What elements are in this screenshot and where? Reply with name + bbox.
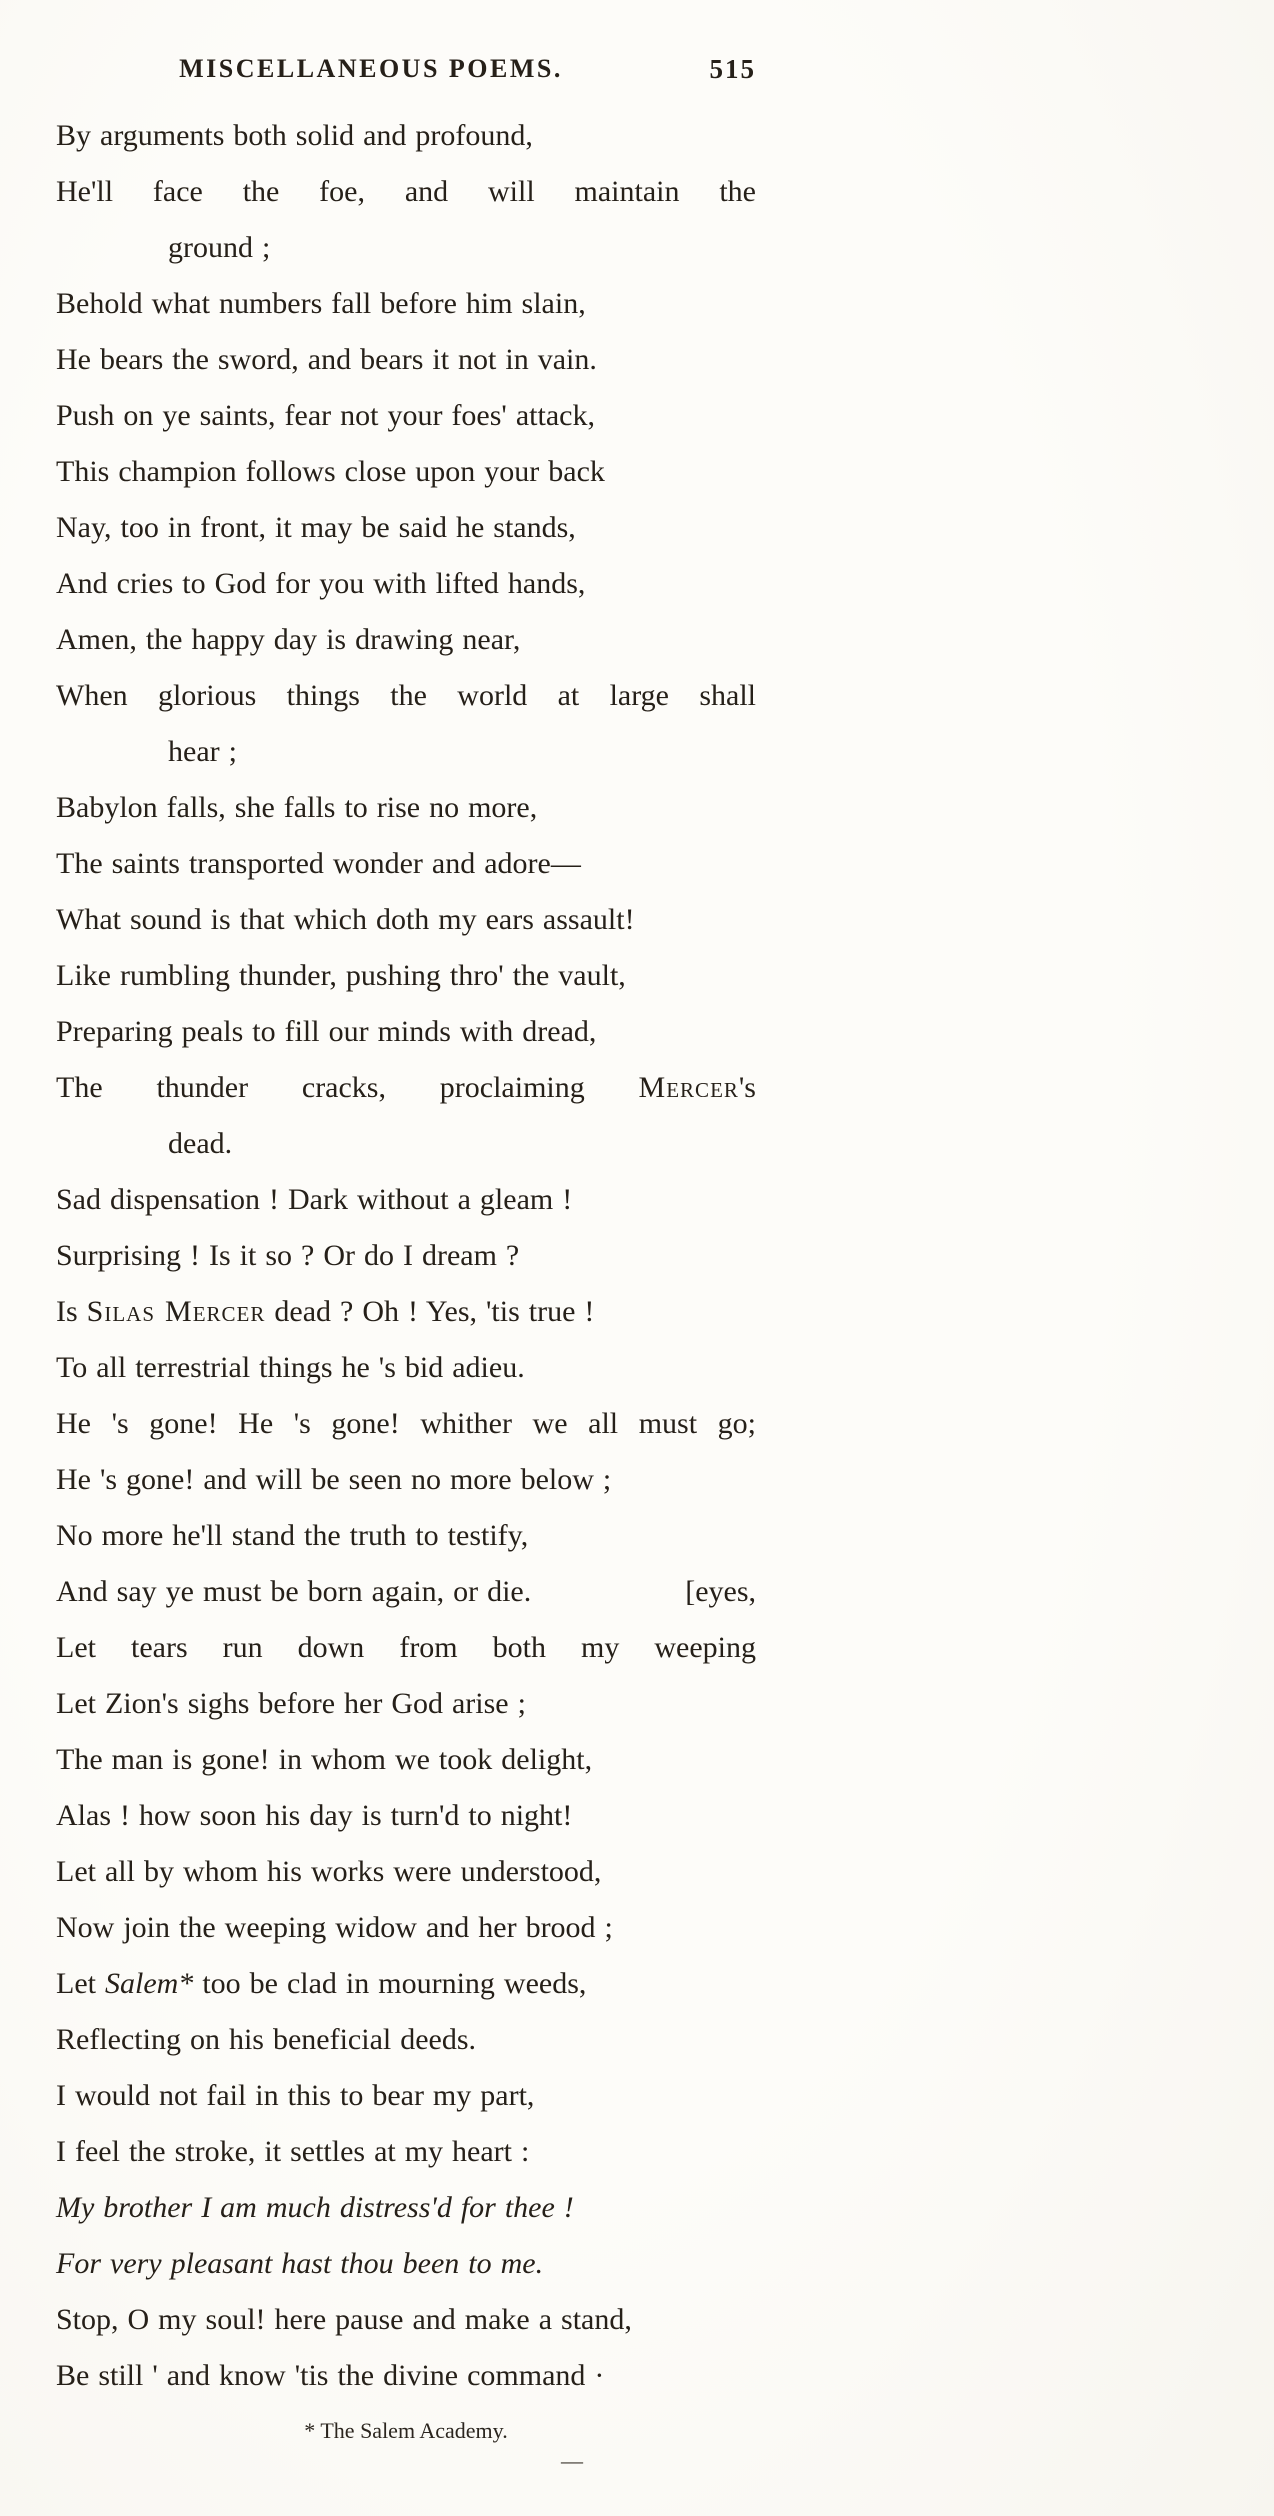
page-number: 515 (709, 54, 756, 84)
poem-line (56, 2068, 756, 2124)
poem-line (56, 164, 756, 220)
poem-line (56, 1564, 756, 1620)
poem-line-text: The man is gone! in whom we took delight, (56, 1743, 593, 1776)
poem-line (56, 1340, 756, 1396)
poem-line-text: Nay, too in front, it may be said he stands, (56, 511, 576, 544)
poem-line-text: When glorious things the world at large shall (56, 679, 756, 712)
poem-line-text: The saints transported wonder and adore— (56, 847, 581, 880)
poem-line-text: Let all by whom his works were understood, (56, 1855, 602, 1888)
page-content (56, 44, 756, 2474)
poem-line-text: Let Zion's sighs before her God arise ; (56, 1687, 526, 1720)
poem-line (56, 2180, 756, 2236)
poem-line-text: My brother I am much distress'd for thee ! (56, 2191, 574, 2224)
poem-line (56, 556, 756, 612)
page-header (56, 44, 756, 102)
poem-line-text: By arguments both solid and profound, (56, 119, 533, 152)
poem-line-text: And cries to God for you with lifted hands, (56, 567, 586, 600)
poem-line (56, 2012, 756, 2068)
poem-line (56, 780, 756, 836)
poem-line-text: This champion follows close upon your back (56, 455, 605, 488)
poem-line (56, 724, 756, 780)
poem-line-text: What sound is that which doth my ears assault! (56, 903, 635, 936)
poem-line-text: Like rumbling thunder, pushing thro' the vault, (56, 959, 626, 992)
poem-line (56, 1228, 756, 1284)
poem-line-text: I would not fail in this to bear my part, (56, 2079, 535, 2112)
poem-line (56, 668, 756, 724)
poem-line (56, 1900, 756, 1956)
poem-line (56, 1732, 756, 1788)
poem-line (56, 1788, 756, 1844)
scan-mark-dash: — (561, 2448, 583, 2473)
running-title: MISCELLANEOUS POEMS. (179, 54, 563, 83)
poem-line-text: Push on ye saints, fear not your foes' attack, (56, 399, 595, 432)
poem-line (56, 220, 756, 276)
poem-line (56, 276, 756, 332)
poem-line-text: Surprising ! Is it so ? Or do I dream ? (56, 1239, 520, 1272)
poem-line (56, 2236, 756, 2292)
poem-line-text: For very pleasant hast thou been to me. (56, 2247, 544, 2280)
poem-line-text: hear ; (168, 735, 237, 768)
poem-line (56, 108, 756, 164)
poem-line (56, 500, 756, 556)
poem-line (56, 1116, 756, 1172)
poem-line (56, 836, 756, 892)
poem-line (56, 1620, 756, 1676)
poem-line-text: ground ; (168, 231, 271, 264)
poem-body (56, 108, 756, 2404)
poem-line-text: Let tears run down from both my weeping (56, 1631, 756, 1664)
poem-line-text: Now join the weeping widow and her brood ; (56, 1911, 613, 1944)
poem-line-text: And say ye must be born again, or die. (56, 1575, 532, 1608)
poem-line (56, 1676, 756, 1732)
poem-line (56, 2348, 756, 2404)
poem-line-text: Babylon falls, she falls to rise no more, (56, 791, 538, 824)
poem-line (56, 1844, 756, 1900)
poem-line-text: He 's gone! and will be seen no more below ; (56, 1463, 612, 1496)
poem-line-text: He 's gone! He 's gone! whither we all must go; (56, 1407, 756, 1440)
poem-line (56, 2292, 756, 2348)
poem-line-text: Amen, the happy day is drawing near, (56, 623, 521, 656)
poem-line (56, 444, 756, 500)
poem-line (56, 1452, 756, 1508)
poem-line-text: The thunder cracks, proclaiming Mercer's (56, 1071, 756, 1104)
poem-line (56, 612, 756, 668)
poem-line (56, 892, 756, 948)
poem-line (56, 1284, 756, 1340)
poem-line (56, 2124, 756, 2180)
poem-line (56, 388, 756, 444)
poem-line-text: Behold what numbers fall before him slain, (56, 287, 586, 320)
poem-line-text: He'll face the foe, and will maintain the (56, 175, 756, 208)
poem-line-text: No more he'll stand the truth to testify, (56, 1519, 529, 1552)
poem-line-text: dead. (168, 1127, 233, 1160)
turnover-word: [eyes, (685, 1575, 756, 1608)
poem-line (56, 948, 756, 1004)
footnote: * The Salem Academy. (304, 2418, 508, 2443)
poem-line-text: Preparing peals to fill our minds with dread, (56, 1015, 597, 1048)
poem-line-text: Let Salem* too be clad in mourning weeds, (56, 1967, 587, 2000)
poem-line-text: Alas ! how soon his day is turn'd to night! (56, 1799, 573, 1832)
poem-line (56, 1396, 756, 1452)
poem-line-text: Sad dispensation ! Dark without a gleam ! (56, 1183, 573, 1216)
poem-line-text: I feel the stroke, it settles at my heart : (56, 2135, 530, 2168)
poem-line-text: Is Silas Mercer dead ? Oh ! Yes, 'tis true ! (56, 1295, 595, 1328)
poem-line (56, 1004, 756, 1060)
poem-line (56, 1060, 756, 1116)
poem-line (56, 1172, 756, 1228)
poem-line (56, 332, 756, 388)
poem-line-text: He bears the sword, and bears it not in vain. (56, 343, 597, 376)
poem-line (56, 1956, 756, 2012)
poem-line-text: Be still ' and know 'tis the divine command · (56, 2359, 605, 2392)
poem-line-text: To all terrestrial things he 's bid adieu. (56, 1351, 525, 1384)
poem-line-text: Stop, O my soul! here pause and make a stand, (56, 2303, 632, 2336)
poem-line (56, 1508, 756, 1564)
poem-line-text: Reflecting on his beneficial deeds. (56, 2023, 477, 2056)
